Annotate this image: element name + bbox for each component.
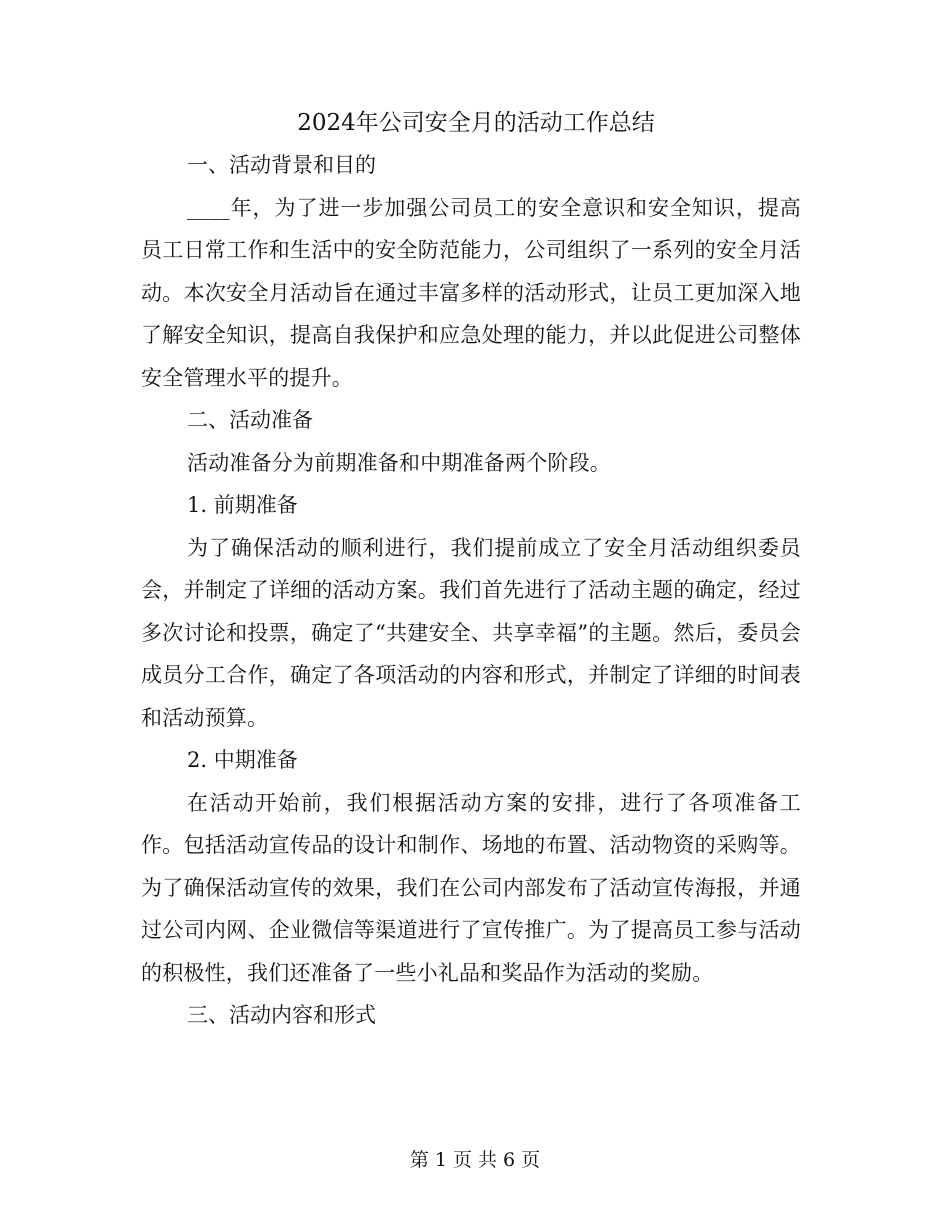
section-heading-content-form: 三、活动内容和形式 <box>187 1003 376 1027</box>
paragraph-mid-preparation: 在活动开始前，我们根据活动方案的安排，进行了各项准备工作。包括活动宣传品的设计和制作、场地的布置、活动物资的采购等。为了确保活动宣传的效果，我们在公司内部发布了活动宣传海报，并通过公司内网、企业微信等渠道进行了宣传推广。为了提高员工参与活动的积极性，我们还准备了一些小礼品和奖品作为活动的奖励。 <box>141 790 801 985</box>
document-body <box>141 102 801 1037</box>
subheading-early-preparation: 1. 前期准备 <box>187 493 298 517</box>
paragraph-background: ____年，为了进一步加强公司员工的安全意识和安全知识，提高员工日常工作和生活中的安全防范能力，公司组织了一系列的安全月活动。本次安全月活动旨在通过丰富多样的活动形式，让员工更加深入地了解安全知识，提高自我保护和应急处理的能力，并以此促进公司整体安全管理水平的提升。 <box>141 195 801 390</box>
subheading-mid-preparation: 2. 中期准备 <box>187 748 298 772</box>
paragraph-early-preparation: 为了确保活动的顺利进行，我们提前成立了安全月活动组织委员会，并制定了详细的活动方案。我们首先进行了活动主题的确定，经过多次讨论和投票，确定了“共建安全、共享幸福”的主题。然后，委员会成员分工合作，确定了各项活动的内容和形式，并制定了详细的时间表和活动预算。 <box>141 535 801 730</box>
paragraph-preparation-intro: 活动准备分为前期准备和中期准备两个阶段。 <box>187 450 611 475</box>
page-footer: 第 1 页 共 6 页 <box>409 1149 541 1171</box>
section-heading-preparation: 二、活动准备 <box>187 408 313 432</box>
document-title: 2024年公司安全月的活动工作总结 <box>297 110 655 136</box>
section-heading-background: 一、活动背景和目的 <box>187 153 376 177</box>
